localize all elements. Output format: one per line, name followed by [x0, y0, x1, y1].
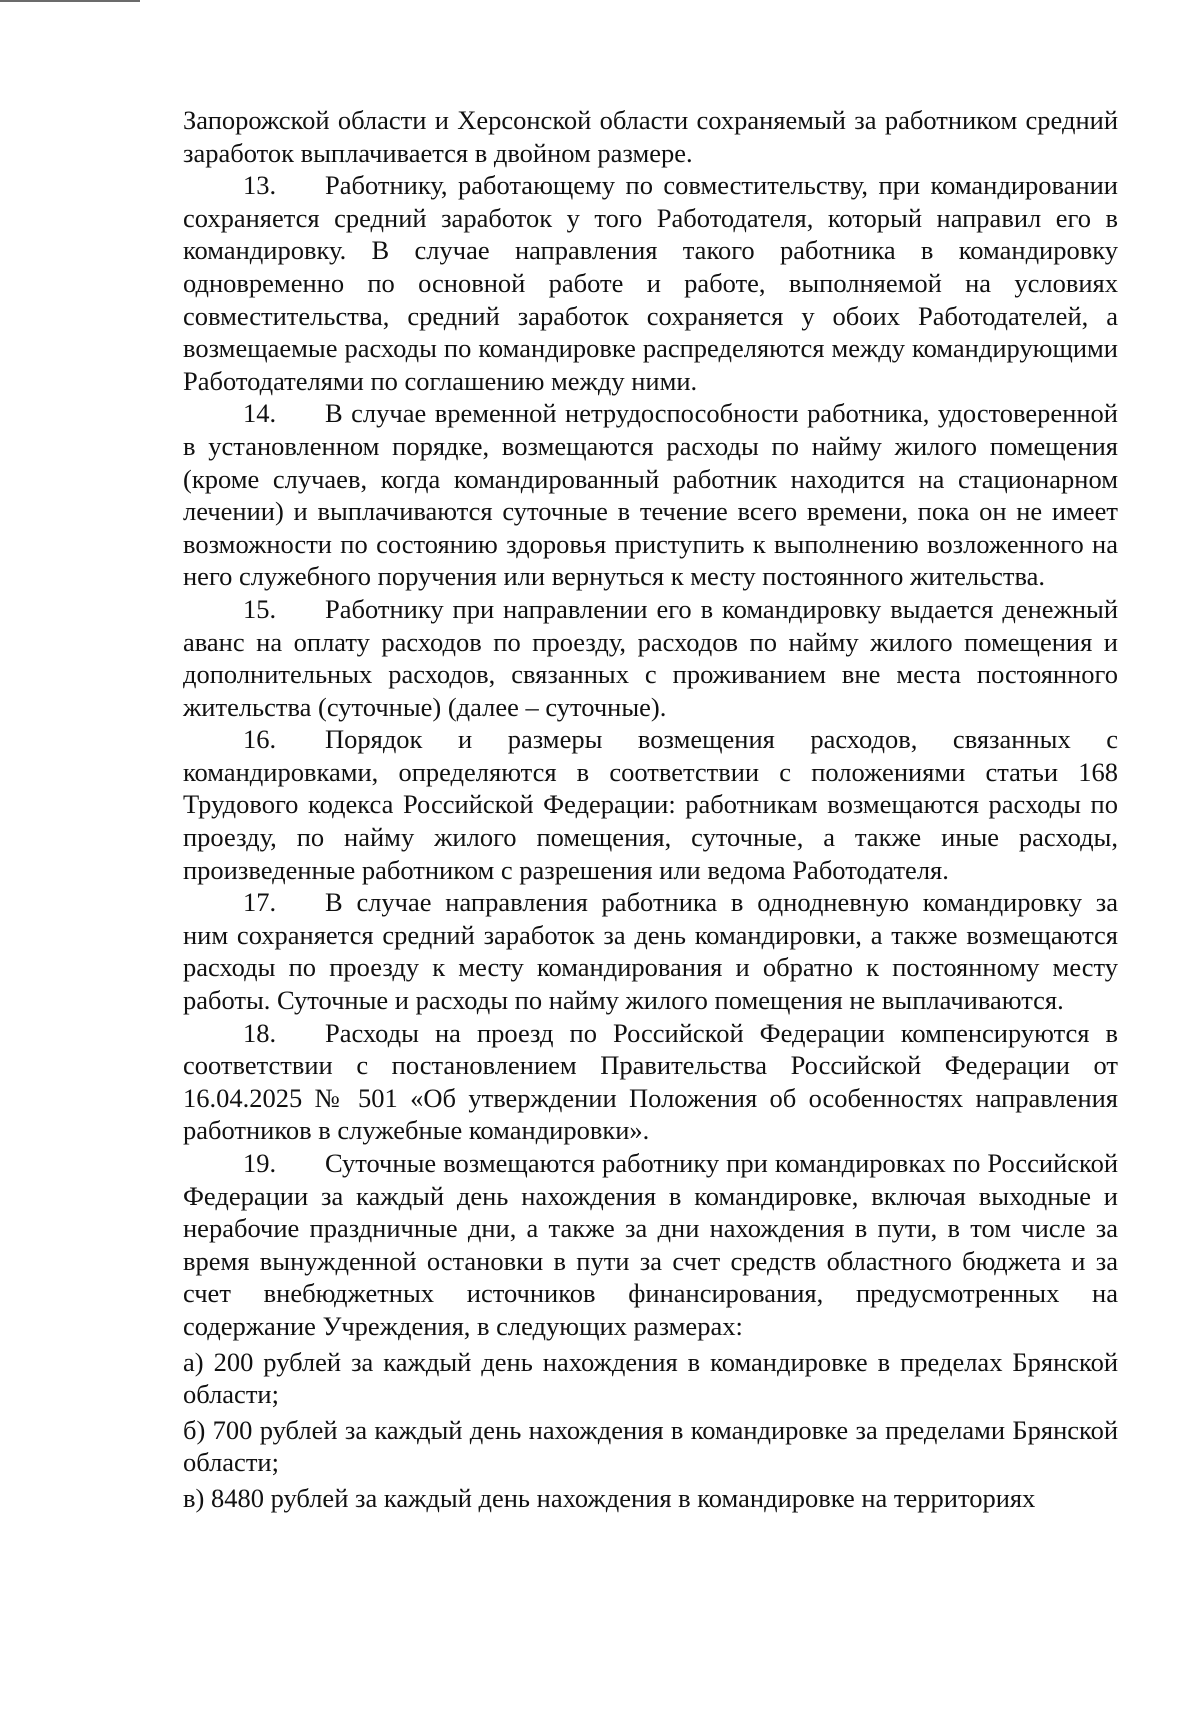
item-text: Работнику, работающему по совместительству, при командировании сохраняется средний заработок у того Работодателя, который направил его в командировку. В случае направления такого работника в командировку одновременно по основной работе и работе, выполняемой на условиях совместительства, средний заработок сохраняется у обоих Работодателей, а возмещаемые расходы по командировке распределяются между командирующими Работодателями по соглашению между ними.	[183, 170, 1118, 396]
item-number: 14.	[243, 398, 277, 429]
item-18	[183, 1017, 1118, 1147]
item-number: 13.	[243, 170, 277, 201]
subitem-a: а) 200 рублей за каждый день нахождения в командировке в пределах Брянской области;	[183, 1346, 1118, 1410]
item-number: 17.	[243, 887, 277, 918]
item-text: Порядок и размеры возмещения расходов, связанных с командировками, определяются в соответствии с положениями статьи 168 Трудового кодекса Российской Федерации: работникам возмещаются расходы по проезду, по найму жилого помещения, суточные, а также иные расходы, произведенные работником с разрешения или ведома Работодателя.	[183, 724, 1118, 885]
item-number: 16.	[243, 724, 277, 755]
item-17	[183, 886, 1118, 1016]
item-text: Работнику при направлении его в командировку выдается денежный аванс на оплату расходов по проезду, расходов по найму жилого помещения и дополнительных расходов, связанных с проживанием вне места постоянного жительства (суточные) (далее – суточные).	[183, 593, 1118, 722]
intro-paragraph: Запорожской области и Херсонской области сохраняемый за работником средний заработок выплачивается в двойном размере.	[183, 105, 1118, 168]
document-body	[183, 104, 1118, 1515]
item-13	[183, 169, 1118, 397]
item-15	[183, 593, 1118, 723]
scan-edge-mark	[0, 0, 140, 2]
item-text: В случае направления работника в однодневную командировку за ним сохраняется средний заработок за день командировки, а также возмещаются расходы по проезду к месту командирования и обратно к постоянному месту работы. Суточные и расходы по найму жилого помещения не выплачиваются.	[183, 887, 1118, 1016]
item-number: 19.	[243, 1148, 277, 1178]
item-16	[183, 723, 1118, 886]
subitem-b: б) 700 рублей за каждый день нахождения в командировке за пределами Брянской области;	[183, 1414, 1118, 1478]
item-19	[183, 1147, 1118, 1343]
item-14	[183, 397, 1118, 593]
item-text: Суточные возмещаются работнику при командировках по Российской Федерации за каждый день нахождения в командировке, включая выходные и нерабочие праздничные дни, а также за дни нахождения в пути, в том числе за время вынужденной остановки в пути за счет средств областного бюджета и за счет внебюджетных источников финансирования, предусмотренных на содержание Учреждения, в следующих размерах:	[183, 1148, 1118, 1341]
item-text: В случае временной нетрудоспособности работника, удостоверенной в установленном порядке, возмещаются расходы по найму жилого помещения (кроме случаев, когда командированный работник находится на стационарном лечении) и выплачиваются суточные в течение всего времени, пока он не имеет возможности по состоянию здоровья приступить к выполнению возложенного на него служебного поручения или вернуться к месту постоянного жительства.	[183, 398, 1118, 592]
item-text: Расходы на проезд по Российской Федерации компенсируются в соответствии с постановлением Правительства Российской Федерации от 16.04.2025 № 501 «Об утверждении Положения об особенностях направления работников в служебные командировки».	[183, 1017, 1118, 1146]
item-number: 15.	[243, 593, 277, 624]
subitem-c: в) 8480 рублей за каждый день нахождения в командировке на территориях	[183, 1482, 1036, 1513]
item-number: 18.	[243, 1017, 277, 1048]
